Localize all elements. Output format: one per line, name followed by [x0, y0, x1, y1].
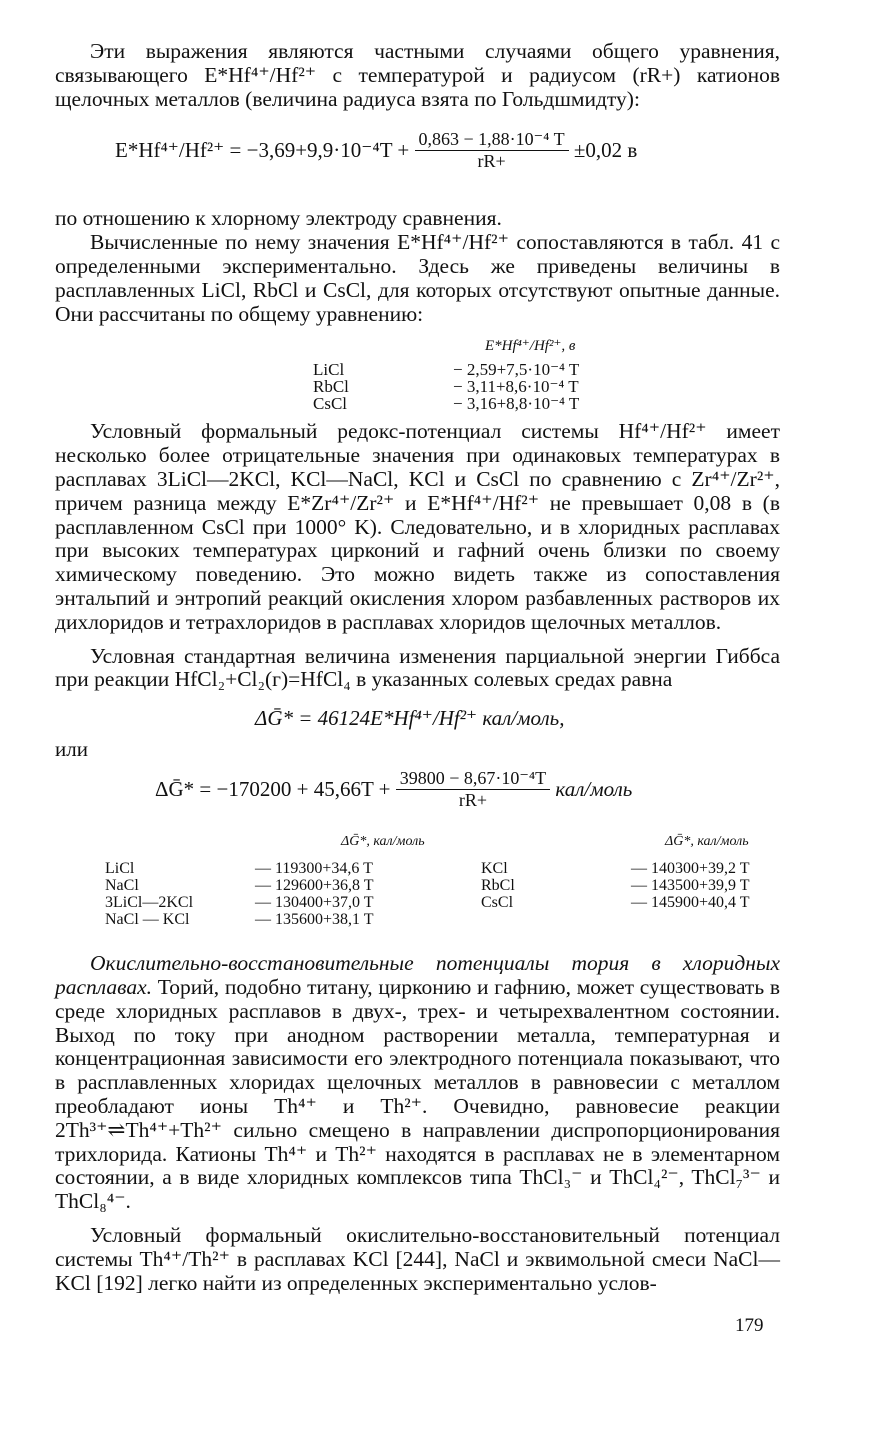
page-number: 179 [735, 1315, 764, 1336]
paragraph-1: Эти выражения являются частными случаями общего уравнения, связывающего E*Hf⁴⁺/Hf²⁺ с температурой и радиусом (rR+) катионов щелочных металлов (величина радиуса взята по Гольдшмидту): [55, 39, 780, 111]
equation-3-fraction [396, 768, 550, 811]
table-2-salt: NaCl — KCl [105, 911, 190, 929]
paragraph-5: Условная стандартная величина изменения парциальной энергии Гиббса при реакции HfCl₂+Cl₂(г)=HfCl₄ в указанных солевых средах равна [55, 643, 780, 692]
table-2-salt: LiCl [105, 860, 135, 878]
table-1-value: − 3,11+8,6·10⁻⁴ T [453, 377, 579, 397]
table-1-salt: RbCl [313, 377, 349, 397]
table-2-header-left: ΔḠ*, кал/моль [341, 834, 425, 850]
table-2-row [481, 877, 750, 894]
equation-3-lhs: ΔḠ* = −170200 + 45,66T + [155, 777, 391, 802]
table-1-salt: LiCl [313, 360, 345, 380]
page-body [55, 40, 780, 1295]
table-1 [313, 336, 780, 412]
table-2-value: — 119300+34,6 T [255, 860, 373, 878]
table-2-row [481, 894, 750, 911]
table-2-value: — 140300+39,2 T [631, 860, 750, 878]
paragraph-6-text: Торий, подобно титану, цирконию и гафнию, может существовать в среде хлоридных расплавов в двух-, трех- и четырехвалентном состоянии. Выход по току при анодном растворении металла, температурная и концентрационная зависимости его электродного потенциала показывают, что в расплавленных хлоридах щелочных металлов в равновесии с металлом преобладают ионы Th⁴⁺ и Th²⁺. Очевидно, равновесие реакции 2Th³⁺⇌Th⁴⁺+Th²⁺ сильно смещено в направлении диспропорционирования трихлорида. Катионы Th⁴⁺ и Th²⁺ находятся в расплавах не в элементарном состоянии, а в виде хлоридных комплексов типа ThCl₃⁻ и ThCl₄²⁻, ThCl₇³⁻ и ThCl₈⁴⁻. [55, 974, 780, 1214]
equation-1-numerator: 0,863 − 1,88·10⁻⁴ T [415, 129, 569, 151]
table-2-row [105, 860, 374, 877]
table-2-right [481, 860, 750, 911]
paragraph-4: Условный формальный редокс-потенциал системы Hf⁴⁺/Hf²⁺ имеет несколько более отрицательные значения при одинаковых температурах в расплавах 3LiCl—2KCl, KCl—NaCl, KCl и CsCl по сравнению с Zr⁴⁺/Zr²⁺, причем разница между E*Zr⁴⁺/Zr²⁺ и E*Hf⁴⁺/Hf²⁺ не превышает 0,08 в (в расплавленном CsCl при 1000° K). Следовательно, и в хлоридных расплавах при высоких температурах цирконий и гафний очень близки по своему химическому поведению. Это можно видеть также из сопоставления энтальпий и энтропий реакций окисления хлором разбавленных растворов их дихлоридов и тетрахлоридов в расплавах хлоридов щелочных металлов. [55, 419, 780, 634]
equation-3-rhs: кал/моль [555, 777, 633, 802]
equation-3 [155, 768, 780, 828]
paragraph-3: Вычисленные по нему значения E*Hf⁴⁺/Hf²⁺ сопоставляются в табл. 41 с определенными экспериментально. Здесь же приведены величины в расплавленных LiCl, RbCl и CsCl, для которых отсутствуют опытные данные. Они рассчитаны по общему уравнению: [55, 230, 780, 326]
table-2-salt: 3LiCl—2KCl [105, 894, 194, 912]
table-1-value: − 3,16+8,8·10⁻⁴ T [453, 394, 580, 414]
paragraph-7: Условный формальный окислительно-восстановительный потенциал системы Th⁴⁺/Th²⁺ в расплавах KCl [244], NaCl и эквимольной смеси NaCl—KCl [192] легко найти из определенных экспериментально услов- [55, 1222, 780, 1295]
table-2-value: — 143500+39,9 T [631, 877, 750, 895]
table-2-salt: CsCl [481, 894, 514, 912]
table-2-value: — 135600+38,1 T [255, 911, 374, 929]
table-2-value: — 130400+37,0 T [255, 894, 374, 912]
table-1-row [313, 378, 579, 395]
equation-3-denominator: rR+ [458, 790, 488, 811]
equation-1 [115, 129, 780, 199]
table-1-salt: CsCl [313, 394, 348, 414]
table-2-row [105, 894, 374, 911]
section-title: Окислительно-восстановительные потенциалы тория в хлоридных расплавах. [55, 951, 780, 999]
equation-1-lhs: E*Hf⁴⁺/Hf²⁺ = −3,69+9,9·10⁻⁴T + [115, 138, 410, 163]
table-1-row [313, 395, 579, 412]
paragraph-2: по отношению к хлорному электроду сравнения. [55, 206, 502, 231]
table-2-row [105, 877, 374, 894]
table-1-value: − 2,59+7,5·10⁻⁴ T [453, 360, 580, 380]
equation-1-rhs: ±0,02 в [573, 138, 638, 163]
table-2-salt: NaCl [105, 877, 139, 895]
equation-2: ΔḠ* = 46124E*Hf⁴⁺/Hf²⁺ кал/моль, [255, 706, 565, 731]
equation-1-fraction [415, 129, 569, 172]
table-2-row [481, 860, 750, 877]
table-1-row [313, 361, 579, 378]
table-2-salt: RbCl [481, 877, 515, 895]
table-1-header: E*Hf⁴⁺/Hf²⁺, в [485, 338, 576, 355]
table-2-salt: KCl [481, 860, 508, 878]
table-2-row [105, 911, 374, 928]
equation-1-denominator: rR+ [477, 151, 506, 172]
equation-3-numerator: 39800 − 8,67·10⁻⁴T [396, 768, 550, 790]
or-text: или [55, 737, 88, 762]
table-2 [105, 834, 780, 942]
table-2-left [105, 860, 374, 928]
table-2-value: — 145900+40,4 T [631, 894, 750, 912]
paragraph-6 [55, 952, 780, 1214]
table-2-value: — 129600+36,8 T [255, 877, 374, 895]
table-2-header-right: ΔḠ*, кал/моль [665, 834, 749, 850]
